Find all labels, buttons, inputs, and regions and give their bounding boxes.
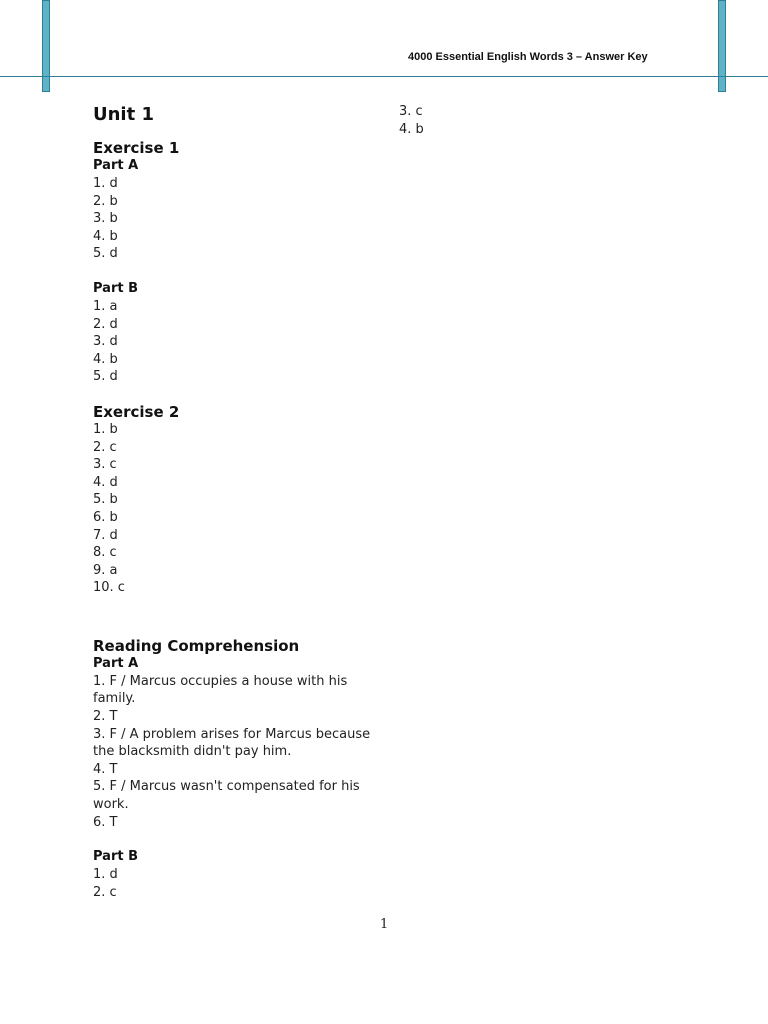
- answer-item: 3. b: [93, 211, 118, 227]
- answer-item: 2. c: [93, 439, 117, 455]
- header-rule: [0, 76, 768, 77]
- answer-item: 4. b: [399, 121, 424, 137]
- answer-item: 1. b: [93, 421, 118, 437]
- answer-item: 1. d: [93, 176, 118, 191]
- answer-item: 2. c: [93, 884, 117, 900]
- answer-item: 2. b: [93, 193, 118, 209]
- answer-item: 3. c: [93, 457, 117, 473]
- reading-part-b-list: [93, 866, 378, 901]
- answer-item: 10. c: [93, 580, 125, 596]
- answer-item: 5. F / Marcus wasn't compensated for his work.: [93, 779, 360, 813]
- reading-part-a-label: Part A: [93, 655, 139, 671]
- answer-item: 6. T: [93, 814, 118, 830]
- exercise-1-part-a-list: [93, 175, 378, 263]
- answer-item: 5. b: [93, 492, 118, 508]
- right-column: [399, 103, 679, 138]
- reading-title: Reading Comprehension: [93, 636, 300, 655]
- answer-item: 6. b: [93, 509, 118, 525]
- answer-item: 1. a: [93, 298, 118, 314]
- answer-item: 4. d: [93, 474, 118, 490]
- answer-item: 2. T: [93, 709, 118, 725]
- exercise-1-part-a-label: Part A: [93, 158, 139, 173]
- answer-item: 3. d: [93, 334, 118, 350]
- answer-item: 5. d: [93, 369, 118, 385]
- answer-item: 4. T: [93, 761, 118, 777]
- reading-part-a-list: [93, 673, 378, 831]
- header-title: 4000 Essential English Words 3 – Answer Key: [408, 51, 648, 63]
- answer-item: 9. a: [93, 562, 118, 578]
- answer-item: 5. d: [93, 246, 118, 262]
- reading-part-b-label: Part B: [93, 849, 139, 865]
- answer-item: 3. c: [399, 104, 423, 119]
- answer-item: 1. d: [93, 867, 118, 883]
- exercise-1-part-b-list: [93, 298, 378, 386]
- answer-item: 8. c: [93, 545, 117, 561]
- left-column: [93, 103, 378, 901]
- exercise-1-title: Exercise 1: [93, 139, 180, 157]
- left-accent-bar: [42, 0, 50, 92]
- exercise-2-list: [93, 421, 378, 597]
- right-accent-bar: [718, 0, 726, 92]
- answer-item: 4. b: [93, 351, 118, 367]
- answer-item: 4. b: [93, 228, 118, 244]
- answer-item: 1. F / Marcus occupies a house with his family.: [93, 673, 348, 707]
- page-number: 1: [380, 917, 389, 932]
- unit-title: Unit 1: [93, 104, 154, 125]
- exercise-1-part-b-label: Part B: [93, 280, 139, 296]
- answer-item: 2. d: [93, 316, 118, 332]
- exercise-2-title: Exercise 2: [93, 402, 180, 421]
- answer-item: 3. F / A problem arises for Marcus because the blacksmith didn't pay him.: [93, 726, 371, 760]
- answer-item: 7. d: [93, 527, 118, 543]
